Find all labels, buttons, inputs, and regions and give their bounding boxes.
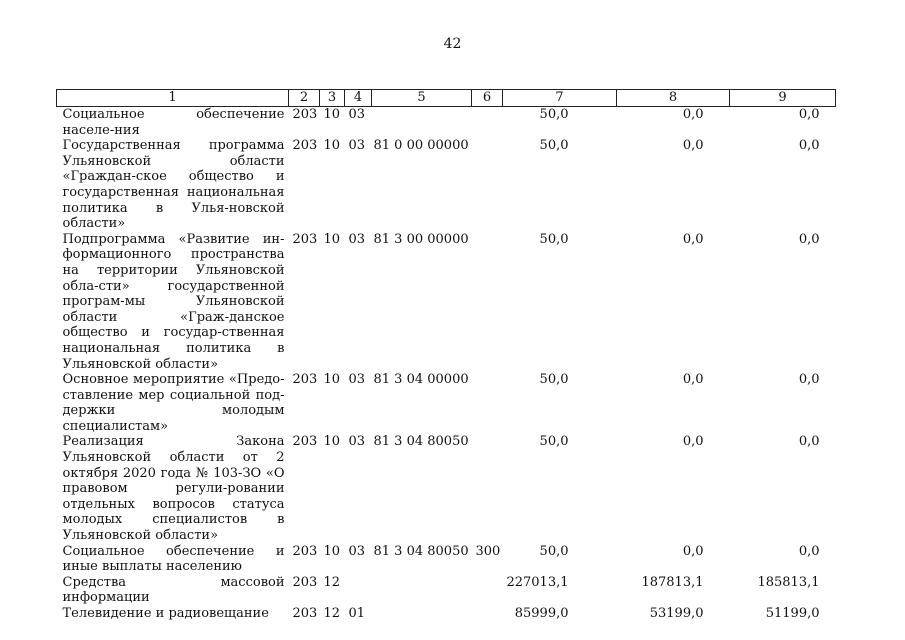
row-target-article: 81 3 04 80050 [373,543,469,559]
table-row [57,107,836,139]
table-row [57,606,836,622]
row-subsection: 03 [348,543,366,559]
row-expense-type [472,232,503,372]
row-amount-col7: 50,0 [539,138,569,154]
row-amount-col8: 0,0 [682,107,704,122]
header-col-7: 7 [503,90,617,107]
row-amount-col7: 50,0 [539,107,569,122]
header-col-6: 6 [472,90,503,107]
header-col-2: 2 [289,90,320,107]
row-section: 12 [323,574,341,590]
row-section: 10 [323,107,341,122]
row-section: 10 [323,138,341,154]
row-target-article: 81 3 04 80050 [373,434,469,450]
row-target-article: 81 3 00 00000 [373,231,469,247]
row-expense-type [472,138,503,232]
row-name: Социальное обеспечение и иные выплаты населению [62,543,285,575]
table-row [57,575,836,606]
row-subsection: 03 [348,138,366,154]
header-col-5: 5 [372,90,472,107]
row-amount-col9: 0,0 [798,138,820,154]
row-admin-code: 203 [292,372,318,388]
table-row [57,434,836,543]
row-amount-col7: 85999,0 [514,606,569,621]
row-admin-code: 203 [292,606,318,621]
row-amount-col7: 50,0 [539,231,569,247]
row-subsection [345,575,372,606]
row-amount-col7: 50,0 [539,434,569,450]
row-amount-col8: 0,0 [682,231,704,247]
header-col-3: 3 [320,90,345,107]
row-expense-type [472,606,503,622]
row-amount-col9: 0,0 [798,372,820,388]
row-admin-code: 203 [292,231,318,247]
row-target-article [372,606,472,622]
row-amount-col8: 0,0 [682,372,704,388]
row-admin-code: 203 [292,138,318,154]
row-name: Государственная программа Ульяновской области «Граждан-ское общество и государственная национальная политика в Улья-новской области» [62,138,285,232]
row-subsection: 03 [348,434,366,450]
row-target-article: 81 0 00 00000 [373,138,469,154]
row-amount-col8: 0,0 [682,434,704,450]
row-subsection: 03 [348,372,366,388]
table-row [57,138,836,232]
row-amount-col8: 187813,1 [641,574,704,590]
row-name: Реализация Закона Ульяновской области от 2 октября 2020 года № 103-ЗО «О правовом регули-ровании отдельных вопросов статуса молодых специалистов в Ульяновской области» [62,434,285,544]
row-expense-type [472,575,503,606]
row-amount-col8: 0,0 [682,543,704,559]
header-col-9: 9 [730,90,836,107]
table-row [57,544,836,575]
row-amount-col7: 50,0 [539,543,569,559]
row-expense-type: 300 [475,543,501,559]
row-admin-code: 203 [292,543,318,559]
row-name: Подпрограмма «Развитие ин-формационного пространства на территории Ульяновской обла-сти» государственной програм-мы Ульяновской области «Граж-данское общество и государ-ственная национальная политика в Ульяновской области» [62,231,285,372]
budget-table [56,89,836,622]
row-target-article [372,575,472,606]
row-section: 10 [323,231,341,247]
page-number: 42 [443,36,462,52]
row-amount-col7: 50,0 [539,372,569,388]
row-expense-type [472,372,503,434]
table-row [57,232,836,372]
row-amount-col8: 53199,0 [649,606,704,621]
row-name: Основное мероприятие «Предо-ставление мер социальной под-держки молодым специалистам» [62,372,285,434]
row-target-article: 81 3 04 00000 [373,372,469,388]
row-amount-col7: 227013,1 [506,574,569,590]
header-col-1: 1 [57,90,289,107]
row-amount-col9: 0,0 [798,434,820,450]
row-amount-col9: 51199,0 [765,606,820,621]
row-section: 10 [323,543,341,559]
table-row [57,372,836,434]
header-col-4: 4 [345,90,372,107]
row-subsection: 03 [348,107,366,122]
row-section: 10 [323,434,341,450]
row-subsection: 03 [348,231,366,247]
row-amount-col9: 0,0 [798,107,820,122]
row-expense-type [472,434,503,543]
row-admin-code: 203 [292,107,318,122]
row-amount-col9: 0,0 [798,231,820,247]
row-name: Телевидение и радиовещание [62,606,269,621]
row-expense-type [472,107,503,139]
row-section: 12 [323,606,341,621]
header-col-8: 8 [617,90,730,107]
row-amount-col9: 185813,1 [757,574,820,590]
row-name: Средства массовой информации [62,574,285,606]
row-name: Социальное обеспечение населе-ния [62,107,285,138]
row-target-article [372,107,472,139]
row-section: 10 [323,372,341,388]
row-amount-col9: 0,0 [798,543,820,559]
row-admin-code: 203 [292,434,318,450]
row-admin-code: 203 [292,574,318,590]
row-amount-col8: 0,0 [682,138,704,154]
row-subsection: 01 [348,606,366,621]
table-header-row [57,90,836,107]
